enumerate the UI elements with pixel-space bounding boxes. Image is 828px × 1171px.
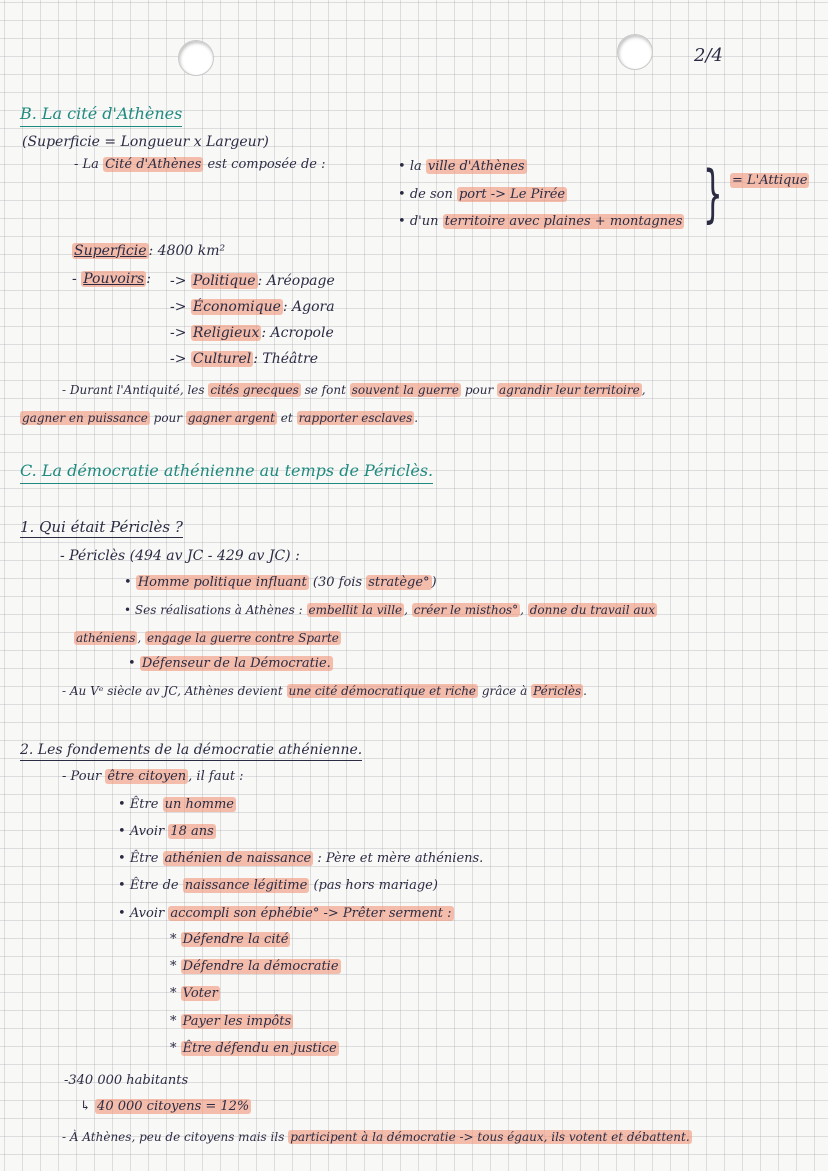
item-pre: de son <box>409 187 453 202</box>
star: * <box>170 986 177 1001</box>
pouvoirs-line: - Pouvoirs : <box>72 271 151 287</box>
item-highlight: port -> Le Pirée <box>458 187 566 202</box>
highlight: un homme <box>164 797 235 812</box>
item-pre: la <box>409 159 422 174</box>
citoyen-line <box>62 768 244 786</box>
highlight: athénien de naissance <box>164 851 312 866</box>
highlight: Défenseur de la Démocratie. <box>141 656 331 671</box>
pericles-bullet-2 <box>124 601 657 619</box>
highlight: Payer les impôts <box>182 1014 292 1029</box>
arrow: -> <box>170 299 187 315</box>
composition-lead: - La <box>74 157 99 172</box>
item-highlight: ville d'Athènes <box>427 159 525 174</box>
section-b-title: B. La cité d'Athènes <box>20 103 182 127</box>
text: - Pour <box>62 769 102 784</box>
highlight: stratège° <box>368 575 430 590</box>
condition-item: • Être de naissance légitime (pas hors mariage) <box>118 878 438 893</box>
composition-item <box>398 158 527 176</box>
highlight: rapporter esclaves <box>298 411 413 425</box>
text: , <box>404 603 408 617</box>
item-highlight: territoire avec plaines + montagnes <box>444 214 683 229</box>
attique-label <box>730 172 809 190</box>
text: (pas hors mariage) <box>313 878 438 893</box>
composition-highlight: Cité d'Athènes <box>105 157 202 172</box>
highlight: Défendre la démocratie <box>182 959 339 974</box>
text: Être <box>129 851 159 866</box>
section-c-title: C. La démocratie athénienne au temps de Périclès. <box>20 460 433 484</box>
arrow: -> <box>170 273 187 289</box>
conclusion-line <box>62 1128 692 1146</box>
highlight: embellit la ville <box>308 603 403 617</box>
highlight: athéniens <box>76 631 136 645</box>
condition-item: • Avoir 18 ans <box>118 824 214 839</box>
highlight: 40 000 citoyens = 12% <box>97 1099 250 1114</box>
text: - À Athènes, peu de citoyens mais ils <box>62 1130 285 1144</box>
text: se font <box>304 383 346 397</box>
superficie-value: : 4800 km² <box>148 243 226 259</box>
text: Avoir <box>129 906 165 921</box>
star: * <box>170 959 177 974</box>
text: (30 fois <box>312 575 363 590</box>
star: * <box>170 1041 177 1056</box>
highlight: créer le misthos° <box>413 603 519 617</box>
brace-icon: } <box>703 157 723 230</box>
text: ↳ <box>80 1099 91 1114</box>
pouvoir-row <box>170 324 334 342</box>
serment-item <box>170 958 341 976</box>
highlight: accompli son éphébie° -> Prêter serment : <box>170 906 452 921</box>
bullet: • <box>398 159 406 174</box>
highlight: souvent la guerre <box>351 383 459 397</box>
pouvoir-domain: Politique <box>192 273 256 289</box>
text: , <box>641 383 646 397</box>
text: , <box>520 603 524 617</box>
serment-item <box>170 1013 293 1031</box>
pouvoir-place: : Théâtre <box>253 351 318 367</box>
serment-item <box>170 985 220 1003</box>
serment-item <box>170 931 290 949</box>
text: : Père et mère athéniens. <box>317 851 484 866</box>
pouvoir-domain: Culturel <box>192 351 252 367</box>
composition-tail: est composée de : <box>207 157 326 172</box>
text: ) <box>431 575 437 590</box>
binder-hole-right <box>617 34 653 70</box>
arrow: -> <box>170 325 187 341</box>
attique-highlight: = L'Attique <box>732 173 808 188</box>
highlight: naissance légitime <box>184 878 308 893</box>
citoyens-line <box>80 1098 251 1116</box>
highlight: Périclès <box>533 684 582 698</box>
pericles-bullet-3: • Défenseur de la Démocratie. <box>128 656 331 671</box>
composition-line <box>74 156 325 174</box>
pericles-bullet-2-cont <box>74 629 341 647</box>
text: pour <box>153 411 183 425</box>
text: . <box>583 684 587 698</box>
pericles-dates: - Périclès (494 av JC - 429 av JC) : <box>60 548 300 564</box>
pouvoir-domain: Religieux <box>192 325 260 341</box>
star: * <box>170 932 177 947</box>
highlight: Être défendu en justice <box>182 1041 337 1056</box>
highlight: gagner argent <box>187 411 275 425</box>
text: - Durant l'Antiquité, les <box>62 383 205 397</box>
pouvoir-place: : Agora <box>282 299 335 315</box>
binder-hole-left <box>178 40 214 76</box>
siecle-line <box>62 682 587 700</box>
highlight: engage la guerre contre Sparte <box>147 631 339 645</box>
star: * <box>170 1014 177 1029</box>
text: Être <box>129 797 159 812</box>
highlight: être citoyen <box>107 769 187 784</box>
pouvoir-row <box>170 272 335 290</box>
highlight: Homme politique influant <box>137 575 307 590</box>
superficie-line <box>72 242 225 260</box>
pouvoir-domain: Économique <box>192 299 281 315</box>
text: et <box>280 411 293 425</box>
highlight: donne du travail aux <box>529 603 656 617</box>
bullet: • <box>398 214 406 229</box>
condition-item: • Être un homme <box>118 797 235 812</box>
pouvoir-place: : Aréopage <box>257 273 335 289</box>
antiquite-line-2 <box>20 409 418 427</box>
text: Avoir <box>129 824 165 839</box>
text: - Au Vᵉ siècle av JC, Athènes devient <box>62 684 283 698</box>
serment-item <box>170 1040 339 1058</box>
composition-item <box>398 213 684 231</box>
surface-formula: (Superficie = Longueur x Largeur) <box>22 134 269 150</box>
highlight: gagner en puissance <box>22 411 148 425</box>
subsection-2-title: 2. Les fondements de la démocratie athénienne. <box>20 740 362 761</box>
condition-item: • Être athénien de naissance : Père et mère athéniens. <box>118 851 484 866</box>
page-number: 2/4 <box>694 45 723 66</box>
pouvoir-place: : Acropole <box>261 325 334 341</box>
subsection-1-title: 1. Qui était Périclès ? <box>20 518 183 536</box>
text: . <box>414 411 419 425</box>
bullet: • <box>398 187 406 202</box>
pouvoirs-label: Pouvoirs <box>83 271 145 287</box>
highlight: participent à la démocratie -> tous égaux, ils votent et débattent. <box>290 1130 690 1144</box>
highlight: 18 ans <box>170 824 214 839</box>
condition-item: • Avoir accompli son éphébie° -> Prêter serment : <box>118 906 452 921</box>
text: Être de <box>129 878 179 893</box>
habitants-line: -340 000 habitants <box>64 1073 189 1088</box>
highlight: agrandir leur territoire <box>499 383 640 397</box>
superficie-label: Superficie <box>74 243 147 259</box>
antiquite-line-1 <box>62 381 646 399</box>
highlight: Voter <box>182 986 218 1001</box>
pericles-bullet-1: • Homme politique influant (30 fois stratège° ) <box>124 575 437 590</box>
text: • Ses réalisations à Athènes : <box>124 603 303 617</box>
text: , il faut : <box>188 769 244 784</box>
highlight: cités grecques <box>210 383 299 397</box>
text: pour <box>464 383 494 397</box>
pouvoir-row <box>170 298 335 316</box>
item-pre: d'un <box>409 214 439 229</box>
text: , <box>137 631 142 645</box>
arrow: -> <box>170 351 187 367</box>
highlight: Défendre la cité <box>182 932 289 947</box>
text: grâce à <box>481 684 528 698</box>
pouvoir-row <box>170 350 318 368</box>
composition-item <box>398 186 567 204</box>
highlight: une cité démocratique et riche <box>288 684 477 698</box>
